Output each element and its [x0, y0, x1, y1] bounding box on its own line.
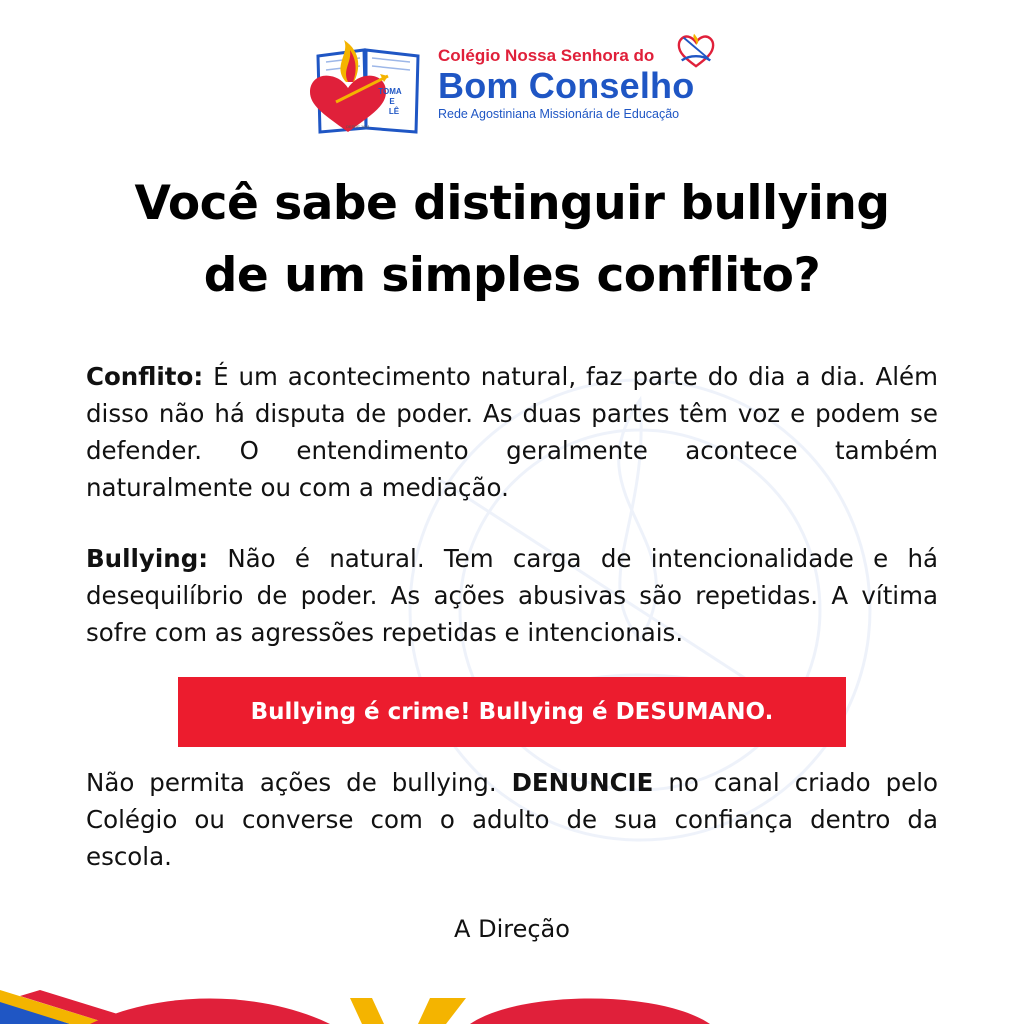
- bullying-label: Bullying:: [86, 544, 209, 573]
- logo-brand-name: Bom Conselho: [438, 65, 695, 106]
- closing-paragraph: [86, 764, 938, 875]
- page-title: [60, 168, 964, 312]
- conflito-text: É um acontecimento natural, faz parte do dia a dia. Além disso não há disputa de poder. As duas partes têm voz e podem se defender. O entendimento geralmente acontece também naturalmente ou com a mediação.: [86, 362, 938, 502]
- title-line-2: de um simples conflito?: [203, 248, 821, 303]
- logo-emblem: [306, 36, 432, 136]
- conflito-paragraph: [86, 358, 938, 506]
- heart-arrow-icon: [676, 30, 716, 70]
- footer-decoration: [0, 990, 1024, 1024]
- logo-network-name: Rede Agostiniana Missionária de Educação: [438, 107, 680, 121]
- closing-emphasis: DENUNCIE: [511, 768, 654, 797]
- book-text-toma: TOMA: [378, 87, 402, 96]
- closing-text-before: Não permita ações de bullying.: [86, 768, 512, 797]
- bullying-text: Não é natural. Tem carga de intencionalidade e há desequilíbrio de poder. As ações abusivas são repetidas. A vítima sofre com as agressões repetidas e intencionais.: [86, 544, 938, 647]
- signature: A Direção: [454, 915, 570, 943]
- conflito-label: Conflito:: [86, 362, 204, 391]
- desde-text: DESDE 1941: [346, 124, 370, 129]
- alert-banner: [178, 677, 846, 747]
- book-text-le: LÊ: [388, 107, 400, 116]
- bullying-paragraph: [86, 540, 938, 651]
- logo-school-name: Colégio Nossa Senhora do: [438, 46, 655, 65]
- alert-text: Bullying é crime! Bullying é DESUMANO.: [250, 699, 774, 725]
- book-text-e: E: [389, 97, 395, 106]
- closing-text-after: no canal criado pelo Colégio ou converse com o adulto de sua confiança dentro da escola.: [86, 768, 938, 871]
- title-line-1: Você sabe distinguir bullying: [134, 176, 890, 231]
- header: [0, 36, 1024, 136]
